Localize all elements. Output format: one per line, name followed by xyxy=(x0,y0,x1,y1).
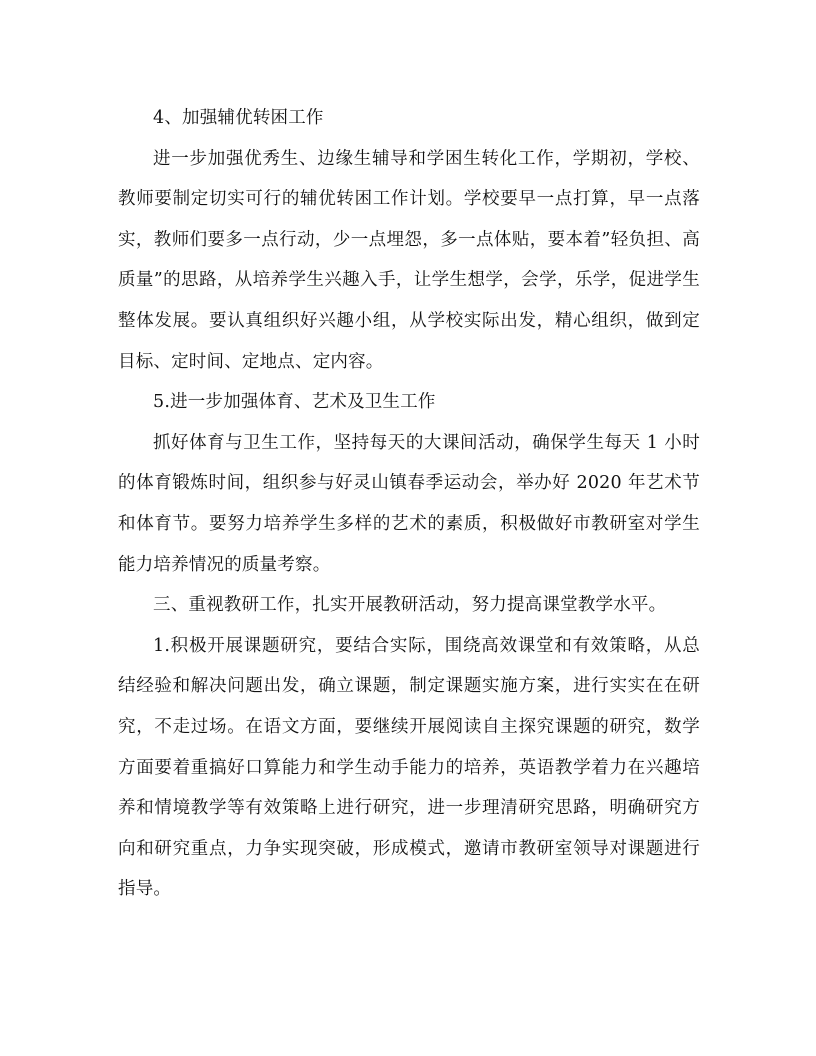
section-4-body: 进一步加强优秀生、边缘生辅导和学困生转化工作，学期初，学校、教师要制定切实可行的辅优转困工作计划。学校要早一点打算，早一点落实，教师们要多一点行动，少一点埋怨，多一点体贴，要本着”轻负担、高质量”的思路，从培养学生兴趣入手，让学生想学，会学，乐学，促进学生整体发展。要认真组织好兴趣小组，从学校实际出发，精心组织，做到定目标、定时间、定地点、定内容。 xyxy=(118,148,700,372)
section-4-heading: 4、加强辅优转困工作 xyxy=(153,108,324,128)
part-3-heading: 三、重视教研工作，扎实开展教研活动，努力提高课堂教学水平。 xyxy=(153,595,667,616)
item-1-body: 1.积极开展课题研究，要结合实际，围绕高效课堂和有效策略，从总结经验和解决问题出发，确立课题，制定课题实施方案，进行实实在在研究，不走过场。在语文方面，要继续开展阅读自主探究课题的研究，数学方面要着重搞好口算能力和学生动手能力的培养，英语教学着力在兴趣培养和情境教学等有效策略上进行研究，进一步理清研究思路，明确研究方向和研究重点，力争实现突破，形成模式，邀请市教研室领导对课题进行指导。 xyxy=(118,635,700,900)
section-5-body: 抓好体育与卫生工作，坚持每天的大课间活动，确保学生每天 1 小时的体育锻炼时间，组织参与好灵山镇春季运动会，举办好 2020 年艺术节和体育节。要努力培养学生多样的艺术的素质，积极做好市教研室对学生能力培养情况的质量考察。 xyxy=(118,432,700,575)
document-body xyxy=(118,98,700,910)
section-5-heading: 5.进一步加强体育、艺术及卫生工作 xyxy=(153,392,436,413)
